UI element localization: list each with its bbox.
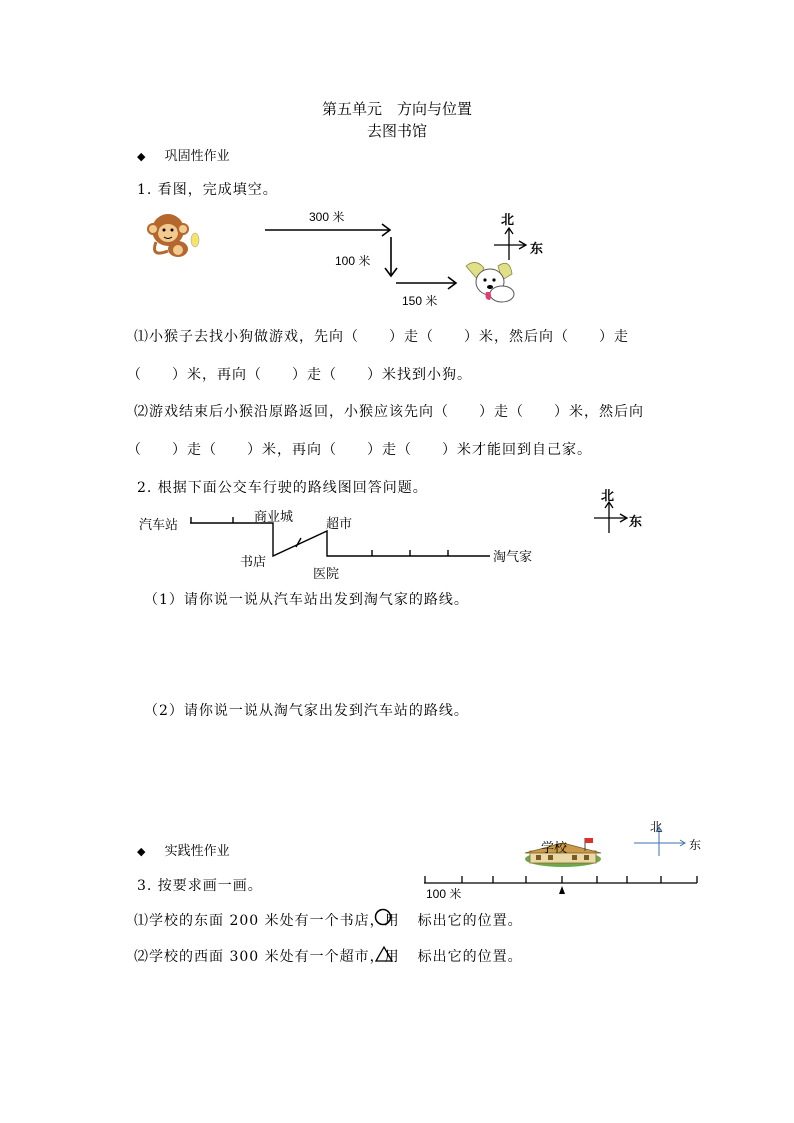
section-bullet: ◆ [137,845,146,858]
q3-line-2-start: ⑵学校的西面 300 米处有一个超市，用 [134,949,400,965]
q3-line-1-end: 标出它的位置。 [417,913,523,929]
q1-line-4: （ ）走（ ）米，再向（ ）走（ ）米才能回到自己家。 [127,442,592,458]
map-label-bus-station: 汽车站 [139,518,179,533]
segment-label-150: 150 米 [402,294,438,308]
q3-line-2 [134,946,523,966]
school-position-marker [559,886,565,894]
compass-north-label: 北 [650,820,663,834]
section-bullet: ◆ [137,150,146,163]
question-1-heading: 1. 看图，完成填空。 [137,182,278,198]
question-3-heading: 3. 按要求画一画。 [137,878,263,894]
q2-subquestion-2: （2）请你说一说从淘气家出发到汽车站的路线。 [144,703,469,719]
compass-north-label: 北 [601,488,615,503]
segment-label-100: 100 米 [335,254,371,268]
section-label: 实践性作业 [164,844,230,859]
map-label-mall: 商业城 [254,510,294,525]
map-label-supermarket: 超市 [326,517,353,532]
q1-line-2: （ ）米，再向（ ）走（ ）米找到小狗。 [127,367,472,383]
compass-east-label: 东 [689,838,702,852]
segment-label-300: 300 米 [309,210,345,224]
page-subtitle: 去图书馆 [366,122,427,140]
map-label-home: 淘气家 [493,550,533,565]
number-line [424,876,697,883]
section-label: 巩固性作业 [164,149,230,164]
compass-east-label: 东 [629,514,643,529]
map-label-hospital: 医院 [313,567,340,582]
page-title: 第五单元 方向与位置 [321,100,472,118]
q3-line-1 [134,910,523,930]
school-label: 学校 [541,841,568,856]
map-label-bookstore: 书店 [240,555,267,570]
scale-label: 100 米 [426,887,462,901]
q3-line-1-start: ⑴学校的东面 200 米处有一个书店，用 [134,913,400,929]
q1-line-1: ⑴小猴子去找小狗做游戏，先向（ ）走（ ）米，然后向（ ）走 [134,329,629,345]
q1-line-3: ⑵游戏结束后小猴沿原路返回，小猴应该先向（ ）走（ ）米，然后向 [134,404,644,420]
q2-subquestion-1: （1）请你说一说从汽车站出发到淘气家的路线。 [144,592,469,608]
q3-line-2-end: 标出它的位置。 [417,949,523,965]
compass-north-label: 北 [501,212,515,227]
question-2-heading: 2. 根据下面公交车行驶的路线图回答问题。 [137,480,428,496]
compass-east-label: 东 [530,241,544,256]
